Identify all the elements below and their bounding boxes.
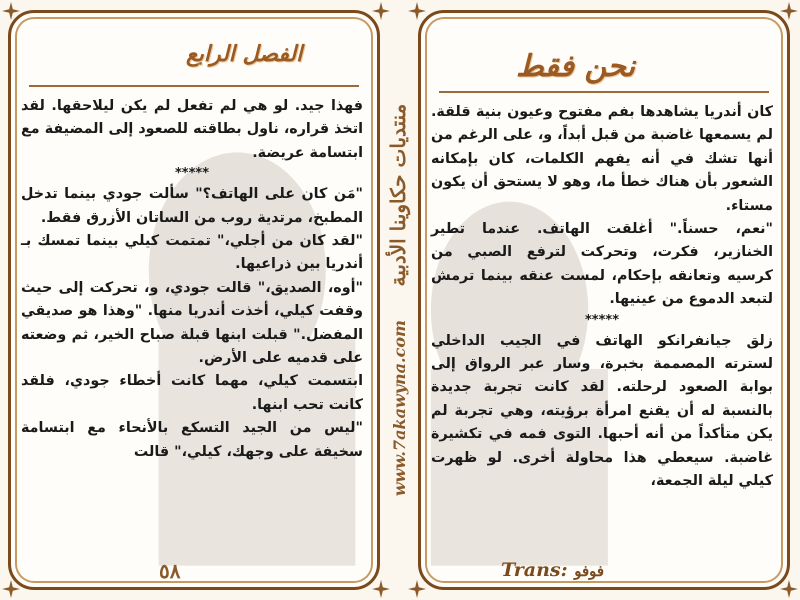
paragraph: "مَن كان على الهاتف؟" سألت جودي بينما تدخل المطبخ، مرتدية روب من الساتان الأزرق فقط. [21, 186, 363, 226]
page-number: ٥٨ [159, 559, 181, 583]
page-header [421, 21, 787, 101]
paragraph: فهذا جيد. لو هي لم تفعل لم يكن ليلاحقها. لقد اتخذ قراره، ناول بطاقته للصعود إلى المضيفة مع ابتسامة عريضة. [21, 98, 363, 161]
scene-separator: ***** [585, 312, 619, 328]
paragraph: زلق جيانفرانكو الهاتف في الجيب الداخلي لسترته المصممة بخبرة، وسار عبر الرواق إلى بوابة الصعود لرحلته. لقد كانت تجربة جديدة بالنسبة له أن يقنع امرأة برؤيته، وهي تجربة لم يكن متأكداً من أنه أحبها. التوى فمه في تكشيرة غاضبة. سيعطي هذا محاولة أخرى. لو ظهرت كيلي ليلة الجمعة، [431, 332, 773, 490]
site-url: www.7akawyna.com [390, 320, 409, 497]
corner-ornament-icon [372, 2, 390, 20]
corner-ornament-icon [408, 580, 426, 598]
corner-ornament-icon [408, 2, 426, 20]
right-page [418, 10, 790, 590]
page-body [21, 95, 363, 464]
spine-watermark [386, 104, 410, 497]
header-divider [439, 91, 769, 93]
paragraph: "ليس من الجيد التسكع بالأنحاء مع ابتسامة سخيفة على وجهك، كيلي،" قالت [21, 420, 363, 460]
book-title: نحن فقط [516, 49, 635, 84]
trans-label: Trans: [501, 559, 568, 581]
page-header [11, 21, 377, 101]
left-page [8, 10, 380, 590]
scene-separator: ***** [175, 166, 209, 182]
translator-credit [501, 559, 610, 581]
paragraph: ابتسمت كيلي، مهما كانت أخطاء جودي، فلقد كانت تحب ابنها. [21, 373, 363, 413]
corner-ornament-icon [372, 580, 390, 598]
translator-name: فوفو [574, 562, 605, 580]
paragraph: كان أندريا يشاهدها بفم مفتوح وعيون بنية قلقة. لم يسمعها غاضبة من قبل أبداً، و، على الرغم من أنها تشك في أنه يفهم الكلمات، كان بإمكانه الشعور بأن هناك خطأ ما، وهو لا يستحق أن يكون مستاء. [431, 104, 773, 214]
site-name: منتديات حكاوينا الأدبية [386, 103, 410, 287]
chapter-title: الفصل الرابع [186, 41, 303, 67]
paragraph: "لقد كان من أجلي،" تمتمت كيلي بينما تمسك بـ أندريا بين ذراعيها. [21, 233, 363, 273]
corner-ornament-icon [780, 580, 798, 598]
paragraph: "أوه، الصديق،" قالت جودي، و، تحركت إلى حيث وقفت كيلي، أخذت أندريا منها. "وهذا هو صديقي المفضل." قبلت ابنها قبلة صباح الخير، ثم وضعته على قدميه على الأرض. [21, 279, 363, 367]
page-body [431, 101, 773, 494]
header-divider [29, 85, 359, 87]
paragraph: "نعم، حسناً." أغلقت الهاتف. عندما تطير الخنازير، فكرت، وتحركت لترفع الصبي من كرسيه وتعانقه بإحكام، لمست عنقه بينما ترمش لتبعد الدموع من عينيها. [431, 221, 773, 308]
